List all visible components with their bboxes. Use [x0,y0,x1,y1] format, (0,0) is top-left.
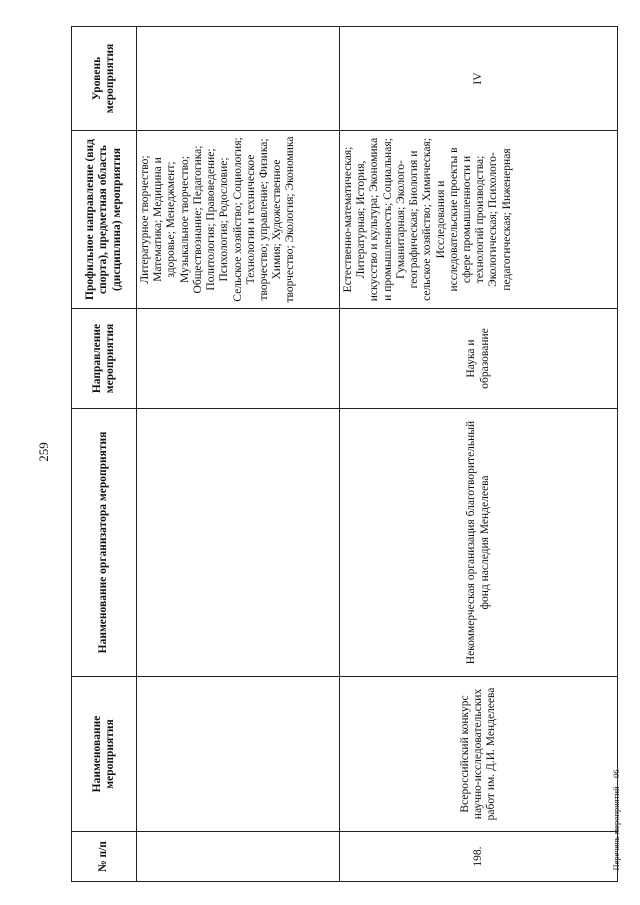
cell-profile: Литературное творчество; Математика; Медицина и здоровье; Менеджмент; Музыкальное творчество; Обществознание; Педагогика; Политология; Правоведение; Психология; Родословие; Сельское хозяйство; Социология; Технологии и техническое творчество; управление; Физика; Химия; Художественное творчество; Экология; Экономика [137,131,340,309]
cell-level: IV [340,27,618,131]
header-direction: Направление мероприятия [72,309,137,409]
cell-organizer [137,409,340,677]
table-row [340,27,618,882]
events-table-container [71,27,617,882]
header-profile: Профильное направление (вид спорта), предметная область (дисциплина) мероприятия [72,131,137,309]
cell-event-name [137,677,340,832]
cell-organizer: Некоммерческая организация благотворительный фонд наследия Менделеева [340,409,618,677]
header-num: № п/п [72,832,137,882]
cell-num [137,832,340,882]
cell-direction [137,309,340,409]
header-event-name: Наименование мероприятия [72,677,137,832]
footer-note: Перечень мероприятий – 06 [611,769,621,871]
page-number: 259 [36,442,51,462]
cell-num: 198. [340,832,618,882]
header-level: Уровень мероприятия [72,27,137,131]
cell-direction: Наука и образование [340,309,618,409]
cell-profile: Естественно-математическая; Литературная; История, искусство и культура; Экономика и промышленность; Социальная; Гуманитарная; Эколого-географическая; Биология и сельское хозяйство; Химическая; Исследования и исследовательские проекты в сфере промышленности и технологий производства; Экологическая; Психолого-педагогическая; Инженерная [340,131,618,309]
events-table [71,26,618,882]
table-header-row [72,27,137,882]
header-organizer: Наименование организатора мероприятия [72,409,137,677]
cell-event-name: Всероссийский конкурс научно-исследовательских работ им. Д.И. Менделеева [340,677,618,832]
cell-level [137,27,340,131]
table-row [137,27,340,882]
